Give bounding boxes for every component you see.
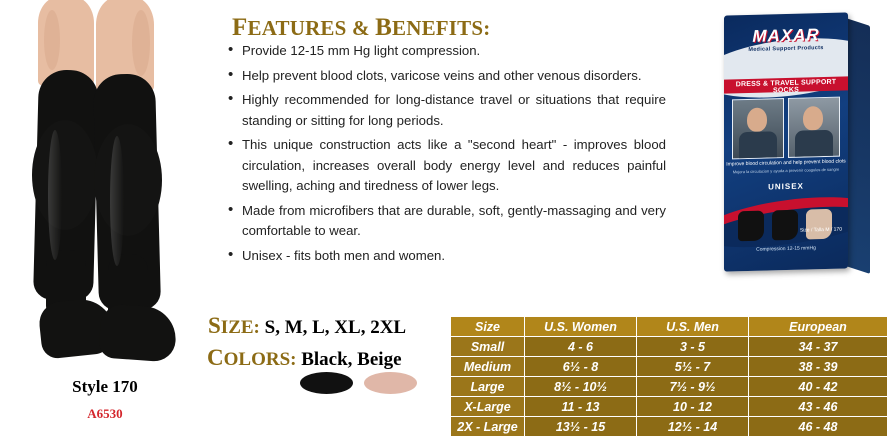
table-row — [451, 357, 888, 377]
package-footer-text: Compression 12-15 mmHg — [756, 245, 816, 253]
column-header-us-men: U.S. Men — [637, 317, 749, 337]
features-title-b: B — [375, 14, 392, 41]
list-item: • Help prevent blood clots, varicose veins and other venous disorders. — [228, 66, 666, 87]
size-label — [208, 313, 260, 338]
cell-european: 38 - 39 — [749, 357, 888, 377]
table-row — [451, 417, 888, 437]
sheen-left — [48, 130, 62, 260]
thigh-shade-right — [132, 10, 150, 76]
cell-us-men: 3 - 5 — [637, 337, 749, 357]
cell-european: 43 - 46 — [749, 397, 888, 417]
cell-size: Small — [451, 337, 525, 357]
cell-size: X-Large — [451, 397, 525, 417]
size-chart-table — [450, 316, 888, 437]
cell-size: Large — [451, 377, 525, 397]
list-item: • Unisex - fits both men and women. — [228, 246, 666, 267]
list-item: • This unique construction acts like a "second heart" - improves blood circulation, increases overall body energy level and reduces painful swelling, aching and tiredness of lower legs. — [228, 135, 666, 197]
calf-left — [32, 120, 98, 230]
beige-swatch — [364, 372, 417, 394]
package-photo-window-right — [788, 97, 840, 158]
cell-us-men: 10 - 12 — [637, 397, 749, 417]
cell-us-women: 4 - 6 — [525, 337, 637, 357]
color-swatches — [300, 372, 430, 398]
black-swatch — [300, 372, 353, 394]
calf-right — [94, 124, 162, 236]
package-front-panel — [724, 12, 848, 271]
cell-us-women: 13½ - 15 — [525, 417, 637, 437]
cell-us-women: 6½ - 8 — [525, 357, 637, 377]
list-item: • Highly recommended for long-distance travel or situations that require standing or sitting for long periods. — [228, 90, 666, 131]
style-code: A6530 — [87, 406, 123, 421]
package-model-body-left — [739, 131, 777, 158]
cell-us-women: 11 - 13 — [525, 397, 637, 417]
size-label-cap: S — [208, 313, 221, 338]
table-row — [451, 397, 888, 417]
colors-label-cap: C — [207, 345, 224, 370]
cell-us-men: 5½ - 7 — [637, 357, 749, 377]
foot-right — [98, 303, 178, 362]
package-model-body-right — [795, 130, 833, 157]
colors-line — [207, 345, 402, 371]
package-brand-tagline: Medical Support Products — [748, 45, 824, 53]
colors-values: Black, Beige — [301, 349, 402, 370]
column-header-size: Size — [451, 317, 525, 337]
package-banner-text: DRESS & TRAVEL SUPPORT SOCKS — [735, 78, 837, 95]
size-line — [208, 313, 406, 339]
size-label-rest: IZE: — [220, 317, 260, 338]
product-image-column — [0, 0, 210, 436]
thigh-shade-left — [44, 10, 60, 70]
sock-icon-black-1 — [738, 211, 764, 242]
sock-icon-beige — [806, 209, 832, 240]
table-row — [451, 377, 888, 397]
column-header-european: European — [749, 317, 888, 337]
column-header-us-women: U.S. Women — [525, 317, 637, 337]
colors-label-rest: OLORS: — [223, 349, 297, 370]
package-model-face-right — [803, 106, 823, 131]
cell-us-men: 7½ - 9½ — [637, 377, 749, 397]
table-header-row — [451, 317, 888, 337]
package-claim-subtext: Mejora la circulacion y ayuda a prevenir coagulos de sangre — [732, 166, 840, 175]
cell-us-women: 8½ - 10½ — [525, 377, 637, 397]
package-brand-logo: MAXAR — [752, 25, 820, 46]
features-bullet-list — [228, 41, 666, 270]
features-title-amp: & — [346, 16, 376, 40]
package-side-panel — [846, 18, 870, 274]
product-photo-legs — [0, 0, 210, 372]
package-model-face-left — [747, 107, 767, 132]
cell-size: Medium — [451, 357, 525, 377]
style-label: Style 170 — [72, 377, 138, 396]
cell-size: 2X - Large — [451, 417, 525, 437]
cell-european: 40 - 42 — [749, 377, 888, 397]
features-title-enefits: ENEFITS: — [392, 16, 491, 40]
package-size-block: Size / Talla M / 170 — [799, 226, 842, 234]
sheen-right — [110, 136, 124, 266]
cell-european: 46 - 48 — [749, 417, 888, 437]
features-title-eatures: EATURES — [247, 16, 347, 40]
sock-icon-black-2 — [772, 210, 798, 241]
cell-us-men: 12½ - 14 — [637, 417, 749, 437]
features-title — [232, 14, 490, 42]
list-item: • Provide 12-15 mm Hg light compression. — [228, 41, 666, 62]
features-title-f: F — [232, 14, 248, 41]
table-row — [451, 337, 888, 357]
list-item: • Made from microfibers that are durable, soft, gently-massaging and very comfortable to wear. — [228, 201, 666, 242]
package-photo-window-left — [732, 98, 784, 159]
package-claim-text: Improve blood circulation and help prevent blood clots — [726, 158, 846, 168]
cell-european: 34 - 37 — [749, 337, 888, 357]
package-unisex-label: UNISEX — [768, 181, 804, 192]
size-values: S, M, L, XL, 2XL — [264, 317, 407, 338]
package-photo — [718, 10, 878, 286]
colors-label — [207, 345, 297, 370]
